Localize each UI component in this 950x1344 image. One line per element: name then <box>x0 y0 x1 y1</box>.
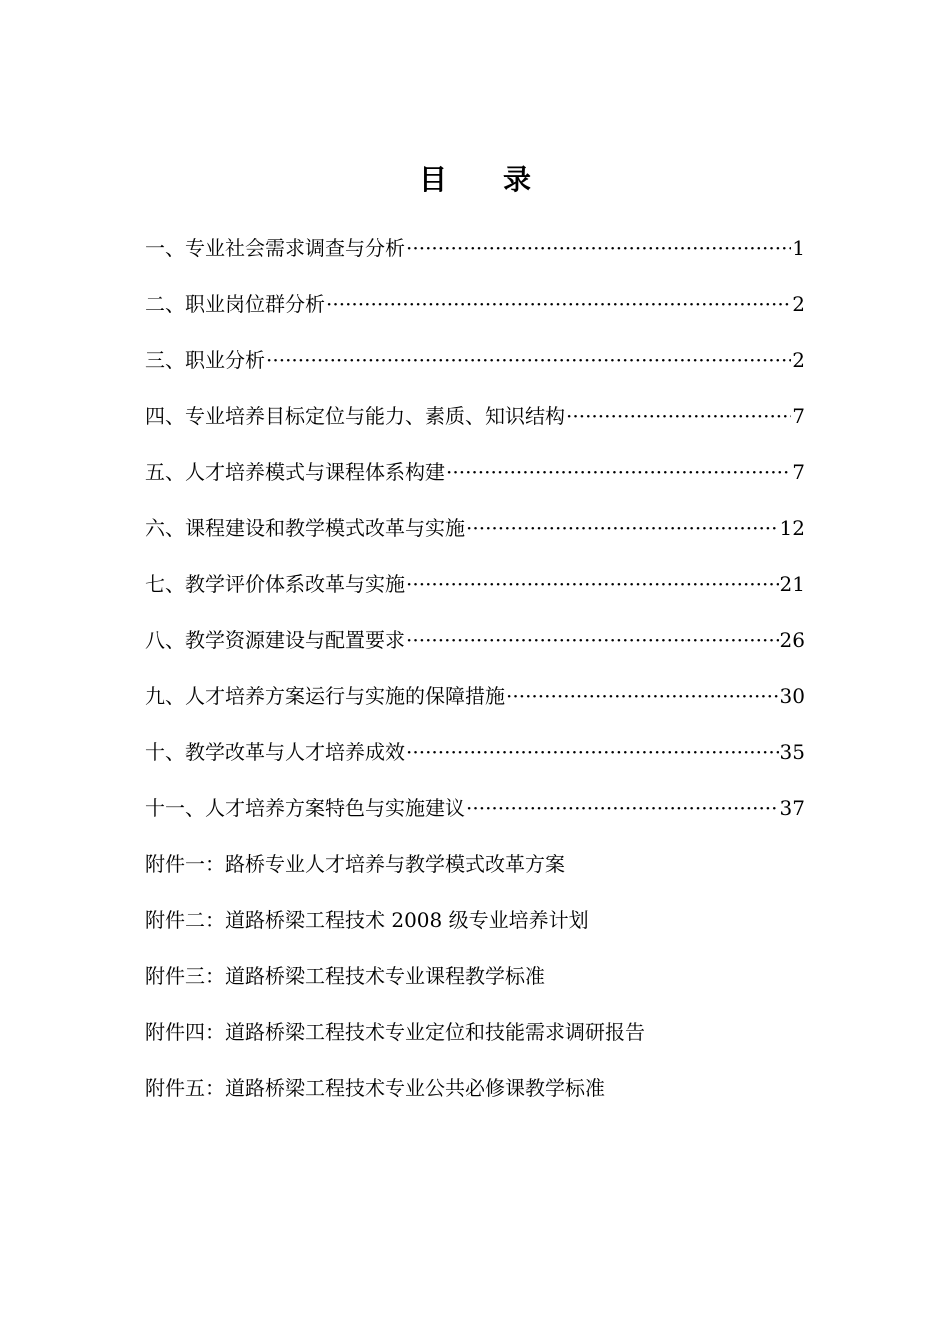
toc-entry-label: 六、课程建设和教学模式改革与实施 <box>145 516 465 540</box>
toc-entry[interactable] <box>145 788 805 844</box>
toc-entry[interactable] <box>145 676 805 732</box>
toc-entry[interactable] <box>145 508 805 564</box>
appendix-entry[interactable]: 附件四：道路桥梁工程技术专业定位和技能需求调研报告 <box>145 1020 645 1044</box>
toc-list <box>145 228 805 844</box>
toc-entry[interactable] <box>145 228 805 284</box>
toc-entry-label: 七、教学评价体系改革与实施 <box>145 572 405 596</box>
toc-dot-leader <box>406 732 779 772</box>
toc-page-number: 30 <box>779 684 805 708</box>
toc-page-number: 35 <box>779 740 805 764</box>
toc-entry-label: 四、专业培养目标定位与能力、素质、知识结构 <box>145 404 565 428</box>
toc-entry[interactable] <box>145 732 805 788</box>
toc-dot-leader <box>566 396 791 436</box>
toc-dot-leader <box>266 340 791 380</box>
appendix-list <box>145 844 805 1124</box>
toc-entry-label: 十一、人才培养方案特色与实施建议 <box>145 796 465 820</box>
toc-entry-label: 十、教学改革与人才培养成效 <box>145 740 405 764</box>
toc-page-number: 21 <box>779 572 805 596</box>
toc-page-number: 7 <box>792 460 805 484</box>
toc-dot-leader <box>406 228 791 268</box>
toc-page-number: 12 <box>779 516 805 540</box>
appendix-entry[interactable]: 附件二：道路桥梁工程技术 2008 级专业培养计划 <box>145 908 589 932</box>
toc-page-number: 7 <box>792 404 805 428</box>
toc-dot-leader <box>406 620 779 660</box>
toc-entry-label: 八、教学资源建设与配置要求 <box>145 628 405 652</box>
toc-dot-leader <box>466 788 779 828</box>
page-title <box>0 160 950 200</box>
toc-entry-label: 一、专业社会需求调查与分析 <box>145 236 405 260</box>
toc-entry[interactable] <box>145 620 805 676</box>
toc-entry[interactable] <box>145 452 805 508</box>
toc-entry-label: 九、人才培养方案运行与实施的保障措施 <box>145 684 505 708</box>
appendix-entry[interactable]: 附件五：道路桥梁工程技术专业公共必修课教学标准 <box>145 1076 605 1100</box>
appendix-entry[interactable]: 附件三：道路桥梁工程技术专业课程教学标准 <box>145 964 545 988</box>
toc-page-number: 2 <box>792 292 805 316</box>
toc-entry-label: 五、人才培养模式与课程体系构建 <box>145 460 445 484</box>
toc-entry-label: 二、职业岗位群分析 <box>145 292 325 316</box>
toc-dot-leader <box>326 284 791 324</box>
toc-page-number: 1 <box>792 236 805 260</box>
toc-entry[interactable] <box>145 284 805 340</box>
appendix-entry[interactable]: 附件一：路桥专业人才培养与教学模式改革方案 <box>145 852 565 876</box>
toc-page-number: 37 <box>779 796 805 820</box>
toc-dot-leader <box>446 452 791 492</box>
toc-page-number: 26 <box>779 628 805 652</box>
title-char-2: 录 <box>503 163 532 196</box>
toc-entry[interactable] <box>145 340 805 396</box>
toc-dot-leader <box>506 676 779 716</box>
title-char-1: 目 <box>418 163 447 196</box>
toc-dot-leader <box>466 508 779 548</box>
toc-entry[interactable] <box>145 564 805 620</box>
toc-page-number: 2 <box>792 348 805 372</box>
toc-entry-label: 三、职业分析 <box>145 348 265 372</box>
toc-entry[interactable] <box>145 396 805 452</box>
toc-dot-leader <box>406 564 779 604</box>
